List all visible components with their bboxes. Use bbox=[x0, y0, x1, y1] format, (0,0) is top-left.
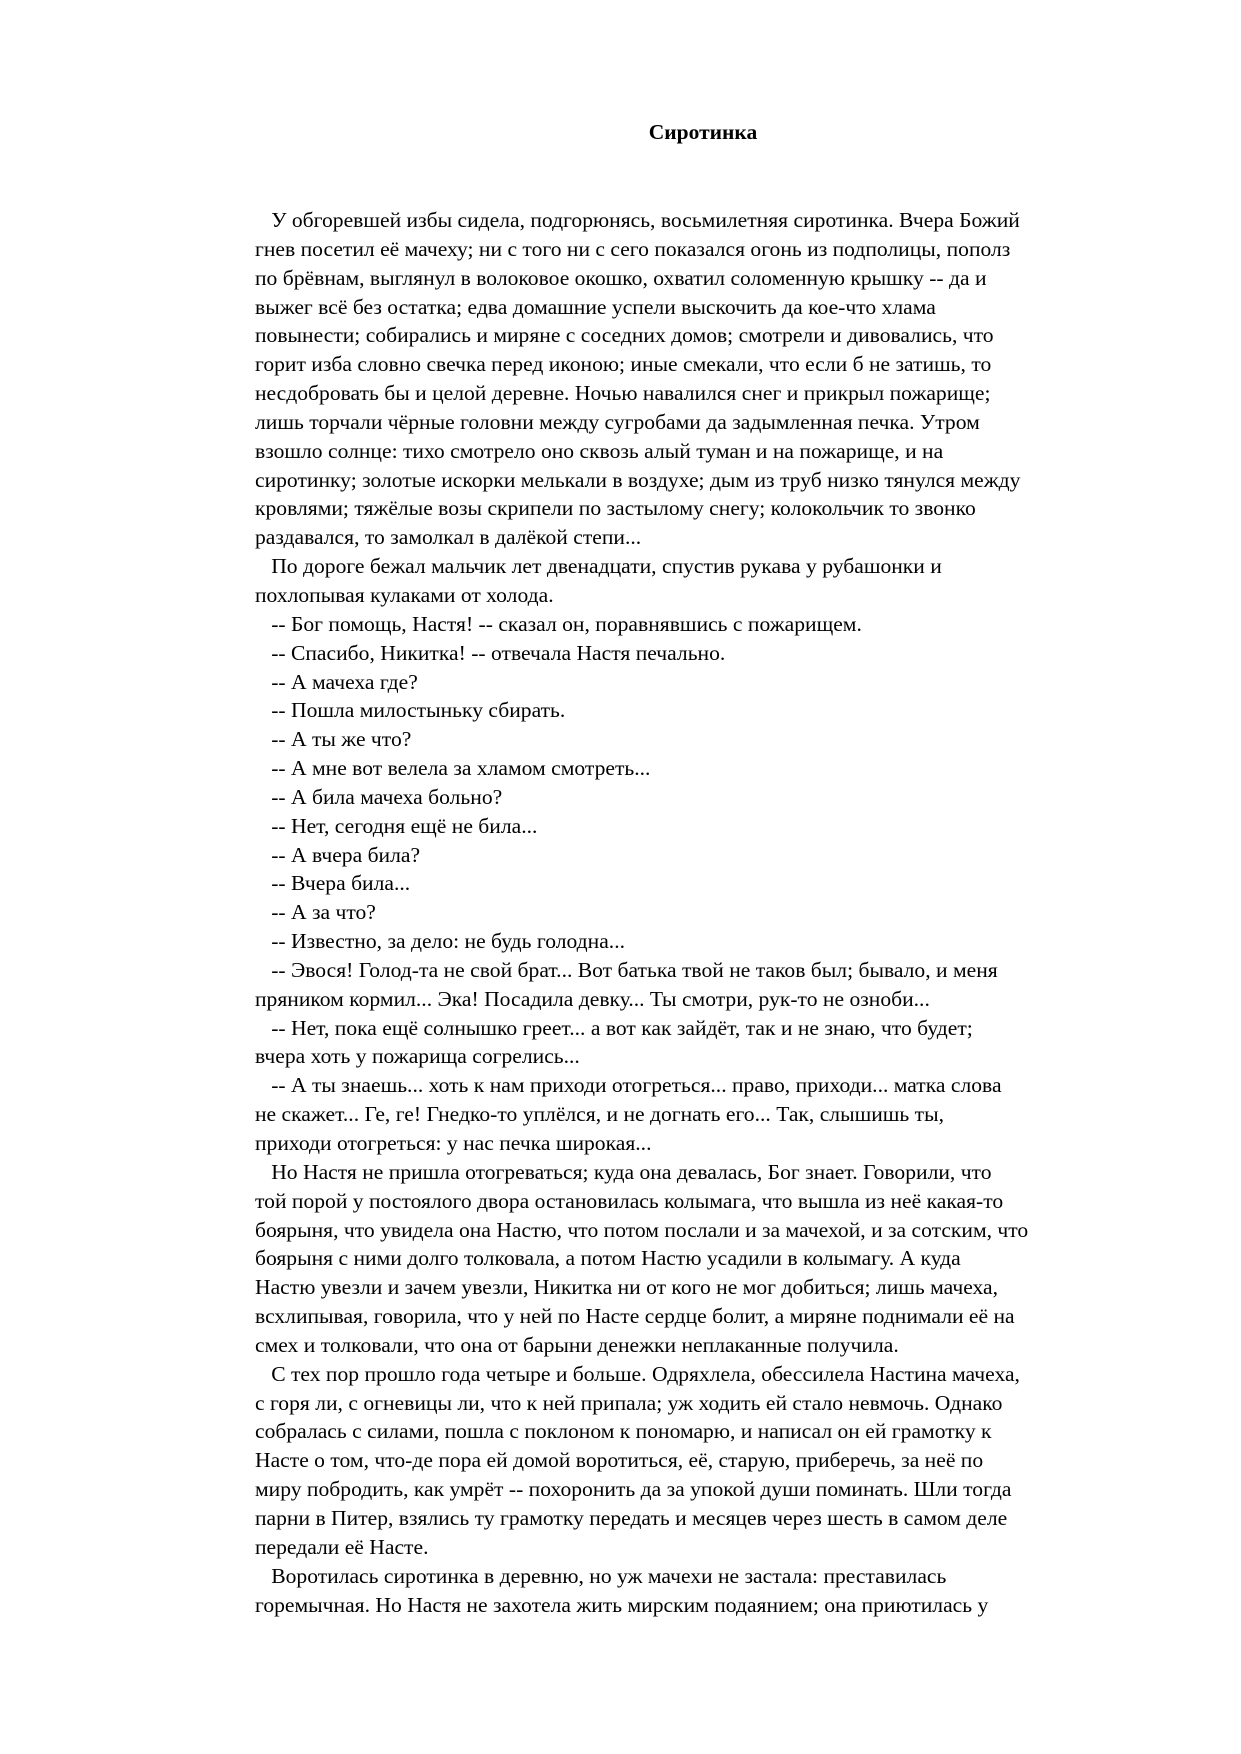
text-line: -- Вчера била... bbox=[255, 871, 411, 896]
text-line: похлопывая кулаками от холода. bbox=[255, 582, 554, 607]
text-line: Настю увезли и зачем увезли, Никитка ни от кого не мог добиться; лишь мачеха, bbox=[255, 1275, 999, 1300]
text-line: -- Нет, пока ещё солнышко греет... а вот как зайдёт, так и не знаю, что будет; bbox=[255, 1015, 973, 1040]
text-line: парни в Питер, взялись ту грамотку передать и месяцев через шесть в самом деле bbox=[255, 1505, 1008, 1530]
text-line: -- Пошла милостыньку сбирать. bbox=[255, 698, 566, 723]
text-line: горит изба словно свечка перед иконою; иные смекали, что если б не затишь, то bbox=[255, 352, 992, 377]
text-line: той порой у постоялого двора остановилась колымага, что вышла из неё какая-то bbox=[255, 1188, 1004, 1213]
text-line: приходи отогреться: у нас печка широкая... bbox=[255, 1131, 652, 1155]
text-line: взошло солнце: тихо смотрело оно сквозь алый туман и на пожарище, и на bbox=[255, 438, 944, 463]
text-line: -- Бог помощь, Настя! -- сказал он, поравнявшись с пожарищем. bbox=[255, 611, 862, 636]
text-line: передали её Насте. bbox=[255, 1534, 429, 1559]
text-line: -- А ты же что? bbox=[255, 727, 412, 752]
text-line: не скажет... Ге, ге! Гнедко-то уплёлся, и не догнать его... Так, слышишь ты, bbox=[255, 1102, 944, 1127]
text-line: горемычная. Но Настя не захотела жить мирским подаянием; она приютилась у bbox=[255, 1592, 989, 1617]
document-title: Сиротинка bbox=[648, 120, 758, 144]
document-body bbox=[255, 206, 1175, 1619]
text-line: -- Известно, за дело: не будь голодна... bbox=[255, 929, 625, 954]
text-line: с горя ли, с огневицы ли, что к ней припала; уж ходить ей стало невмочь. Однако bbox=[255, 1390, 1003, 1415]
text-line: кровлями; тяжёлые возы скрипели по застылому снегу; колокольчик то звонко bbox=[255, 496, 976, 521]
text-line: по брёвнам, выглянул в волоковое окошко, охватил соломенную крышку -- да и bbox=[255, 265, 987, 290]
text-line: лишь торчали чёрные головни между сугробами да задымленная печка. Утром bbox=[255, 409, 980, 434]
text-line: собралась с силами, пошла с поклоном к пономарю, и написал он ей грамотку к bbox=[255, 1419, 992, 1444]
text-line: -- А мачеха где? bbox=[255, 669, 418, 694]
text-line: -- Эвося! Голод-та не свой брат... Вот батька твой не таков был; бывало, и меня bbox=[255, 957, 998, 982]
text-line: несдобровать бы и целой деревне. Ночью навалился снег и прикрыл пожарище; bbox=[255, 381, 991, 406]
text-line: сиротинку; золотые искорки мелькали в воздухе; дым из труб низко тянулся между bbox=[255, 467, 1021, 492]
text-line: -- Нет, сегодня ещё не била... bbox=[255, 813, 538, 838]
text-line: боярыня, что увидела она Настю, что потом послали и за мачехой, и за сотским, что bbox=[255, 1217, 1029, 1242]
text-line: -- Спасибо, Никитка! -- отвечала Настя печально. bbox=[255, 640, 726, 665]
text-line: миру побродить, как умрёт -- похоронить да за упокой души поминать. Шли тогда bbox=[255, 1477, 1012, 1502]
text-line: боярыня с ними долго толковала, а потом Настю усадили в колымагу. А куда bbox=[255, 1246, 961, 1271]
text-line: С тех пор прошло года четыре и больше. Одряхлела, обессилела Настина мачеха, bbox=[255, 1361, 1020, 1386]
text-line: По дороге бежал мальчик лет двенадцати, спустив рукава у рубашонки и bbox=[255, 554, 942, 579]
text-line: гнев посетил её мачеху; ни с того ни с сего показался огонь из подполицы, пополз bbox=[255, 236, 1011, 261]
text-line: -- А била мачеха больно? bbox=[255, 784, 503, 809]
text-line: всхлипывая, говорила, что у ней по Насте сердце болит, а миряне поднимали её на bbox=[255, 1304, 1015, 1329]
text-line: -- А мне вот велела за хламом смотреть... bbox=[255, 756, 651, 781]
text-line: вчера хоть у пожарища согрелись... bbox=[255, 1044, 580, 1069]
text-line: У обгоревшей избы сидела, подгорюнясь, восьмилетняя сиротинка. Вчера Божий bbox=[255, 208, 1020, 232]
text-line: -- А вчера била? bbox=[255, 842, 421, 867]
text-line: пряником кормил... Эка! Посадила девку... Ты смотри, рук-то не озноби... bbox=[255, 986, 930, 1011]
text-line: Насте о том, что-де пора ей домой воротиться, её, старую, приберечь, за неё по bbox=[255, 1448, 984, 1473]
text-line: раздавался, то замолкал в далёкой степи... bbox=[255, 525, 642, 550]
text-line: -- А ты знаешь... хоть к нам приходи отогреться... право, приходи... матка слова bbox=[255, 1073, 1002, 1098]
text-line: Но Настя не пришла отогреваться; куда она девалась, Бог знает. Говорили, что bbox=[255, 1159, 992, 1184]
text-line: смех и толковали, что она от барыни денежки неплаканные получила. bbox=[255, 1332, 899, 1357]
text-line: повынести; собирались и миряне с соседних домов; смотрели и дивовались, что bbox=[255, 323, 994, 348]
text-line: выжег всё без остатка; едва домашние успели выскочить да кое-что хлама bbox=[255, 294, 936, 319]
text-line: Воротилась сиротинка в деревню, но уж мачехи не застала: преставилась bbox=[255, 1563, 947, 1588]
text-line: -- А за что? bbox=[255, 900, 376, 925]
